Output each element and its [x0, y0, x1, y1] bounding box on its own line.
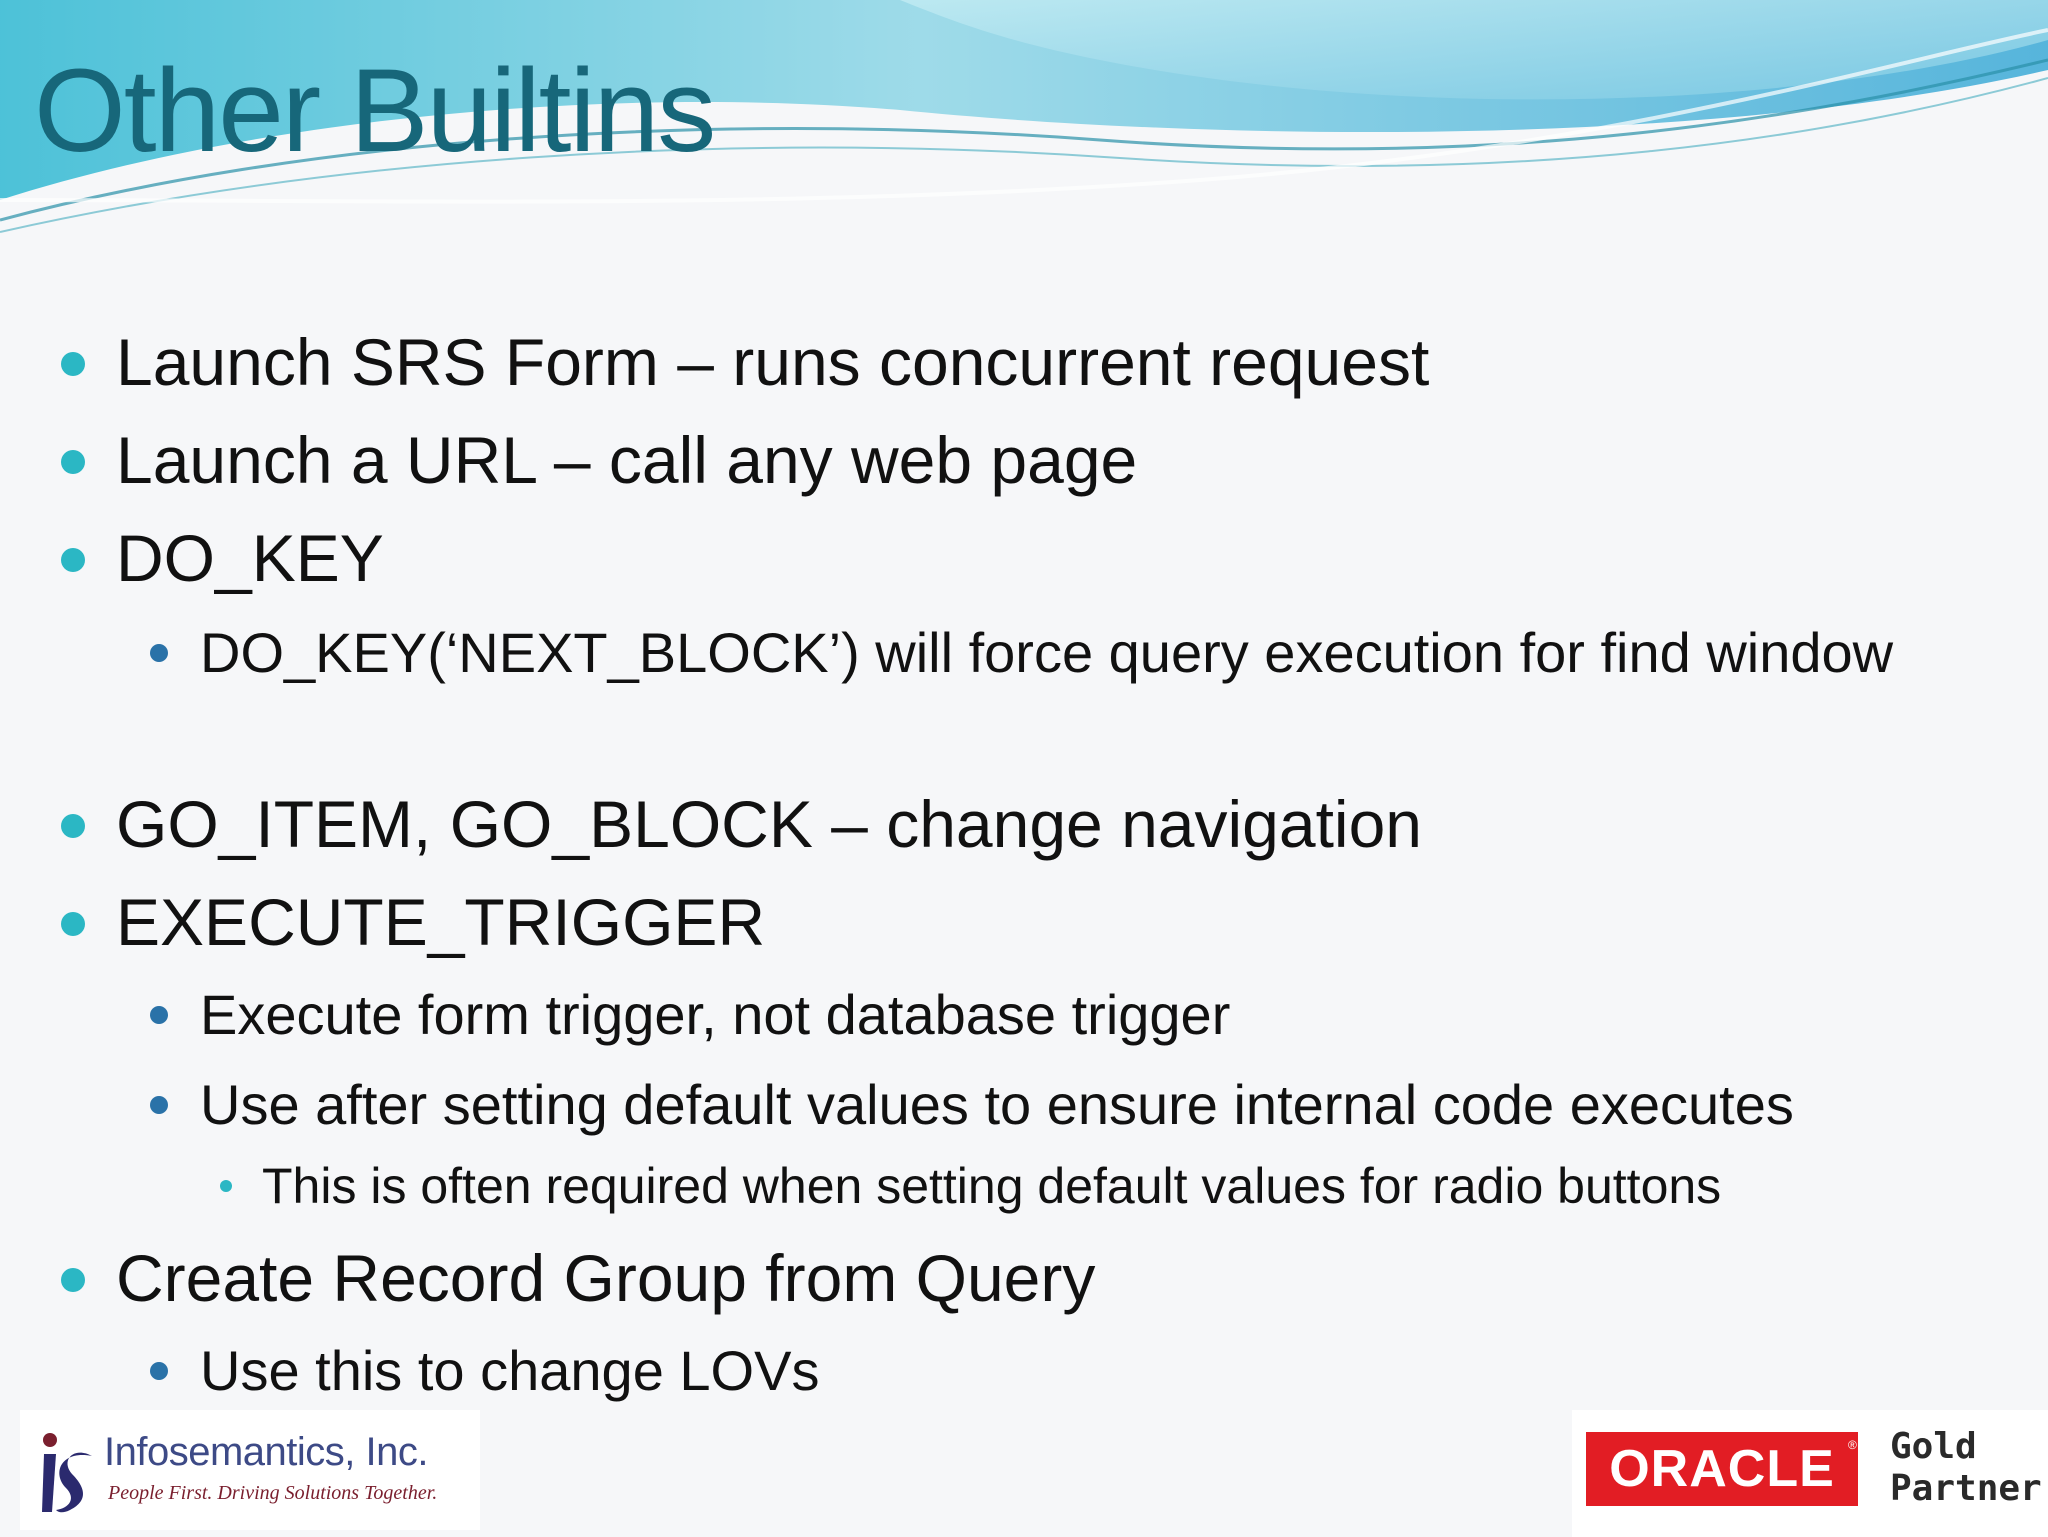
bullet-text: Create Record Group from Query [116, 1241, 1096, 1315]
is-logo-icon [30, 1426, 100, 1518]
bullet-text: EXECUTE_TRIGGER [116, 885, 766, 959]
bullet-dot-icon [61, 912, 85, 936]
bullet-text: GO_ITEM, GO_BLOCK – change navigation [116, 787, 1422, 861]
bullet-text: DO_KEY [116, 521, 384, 595]
bullet-dot-icon [61, 548, 85, 572]
partner-level [1890, 1426, 2042, 1510]
bullet-dot-icon [150, 1362, 168, 1380]
bullet-text: Use this to change LOVs [200, 1339, 820, 1402]
bullet-dot-icon [220, 1180, 232, 1192]
bullet-text: This is often required when setting default values for radio buttons [262, 1158, 1722, 1214]
bullet-dot-icon [150, 1006, 168, 1024]
bullet-dot-icon [61, 1268, 85, 1292]
bullet-item [116, 882, 765, 962]
bullet-dot-icon [61, 814, 85, 838]
infosemantics-logo [20, 1410, 480, 1530]
registered-mark-icon: ® [1848, 1438, 1857, 1452]
bullet-item [116, 518, 384, 598]
bullet-item [200, 616, 1900, 690]
bullet-item [200, 1068, 1794, 1142]
bullet-dot-icon [61, 352, 85, 376]
bullet-dot-icon [61, 450, 85, 474]
slide-title: Other Builtins [34, 45, 715, 177]
bullet-text: Use after setting default values to ensure internal code executes [200, 1073, 1794, 1136]
partner-line-partner: Partner [1890, 1468, 2042, 1509]
bullet-dot-icon [150, 644, 168, 662]
bullet-item [116, 420, 1137, 500]
bullet-item [200, 1334, 819, 1408]
bullet-text: Execute form trigger, not database trigger [200, 983, 1231, 1046]
oracle-gold-partner-logo [1572, 1410, 2048, 1537]
bullet-item [262, 1154, 1721, 1218]
bullet-item [116, 322, 1429, 402]
bullet-text: DO_KEY(‘NEXT_BLOCK’) will force query execution for find window [200, 621, 1894, 684]
oracle-badge [1586, 1432, 1858, 1506]
bullet-text: Launch a URL – call any web page [116, 423, 1138, 497]
oracle-wordmark: ORACLE [1609, 1440, 1835, 1498]
company-name: Infosemantics, Inc. [104, 1430, 428, 1474]
bullet-item [116, 784, 1422, 864]
company-tagline: People First. Driving Solutions Together. [108, 1482, 438, 1504]
bullet-item [116, 1238, 1095, 1318]
bullet-dot-icon [150, 1096, 168, 1114]
bullet-item [200, 978, 1230, 1052]
partner-line-gold: Gold [1890, 1426, 1977, 1467]
bullet-text: Launch SRS Form – runs concurrent request [116, 325, 1430, 399]
